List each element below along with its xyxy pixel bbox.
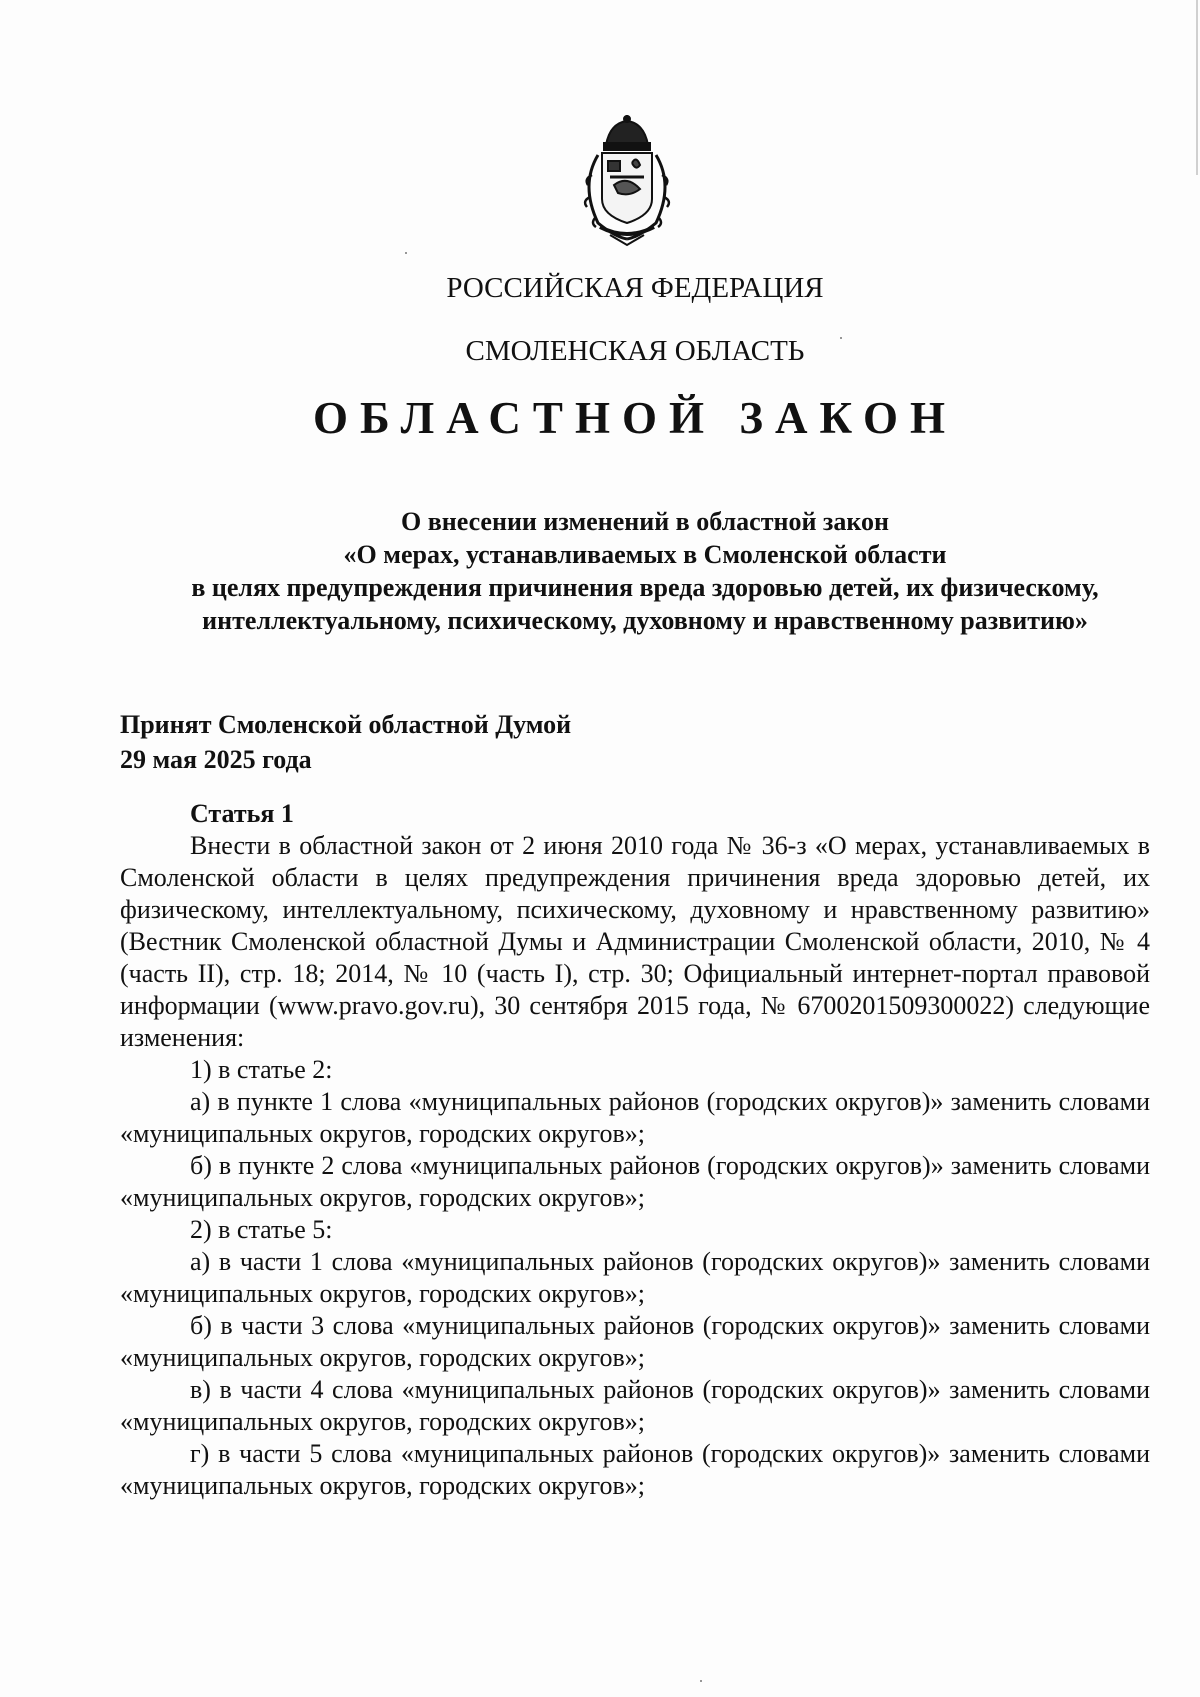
amendment-item: б) в части 3 слова «муниципальных районов (городских округов)» заменить словами «муниципальных округов, городских округов»; (120, 1311, 1150, 1372)
document-title (110, 505, 1180, 637)
adopting-body: Принят Смоленской областной Думой (120, 710, 572, 739)
amendment-item: 2) в статье 5: (190, 1215, 333, 1244)
amendment-item: б) в пункте 2 слова «муниципальных районов (городских округов)» заменить словами «муниципальных округов, городских округов»; (120, 1151, 1150, 1212)
amendment-item: 1) в статье 2: (190, 1055, 333, 1084)
amendment-item: г) в части 5 слова «муниципальных районов (городских округов)» заменить словами «муниципальных округов, городских округов»; (120, 1439, 1150, 1500)
title-line: интеллектуальному, психическому, духовному и нравственному развитию» (202, 606, 1088, 635)
title-line: О внесении изменений в областной закон (400, 507, 890, 536)
scan-speck (700, 1680, 702, 1682)
law-type-heading: ОБЛАСТНОЙ ЗАКОН (313, 393, 957, 443)
adoption-date: 29 мая 2025 года (120, 745, 312, 774)
scan-speck (840, 337, 842, 339)
coat-of-arms-icon (570, 115, 685, 247)
article-intro: Внести в областной закон от 2 июня 2010 года № 36-з «О мерах, устанавливаемых в Смоленской области в целях предупреждения причинения вреда здоровью детей, их физическому, интеллектуальному, психическому, духовному и нравственному развитию» (Вестник Смоленской областной Думы и Администрации Смоленской области, 2010, № 4 (часть II), стр. 18; 2014, № 10 (часть I), стр. 30; Официальный интернет-портал правовой информации (www.pravo.gov.ru), 30 сентября 2015 года, № 6700201509300022) следующие изменения: (120, 831, 1150, 1052)
country-name: РОССИЙСКАЯ ФЕДЕРАЦИЯ (446, 272, 824, 304)
amendment-item: а) в части 1 слова «муниципальных районов (городских округов)» заменить словами «муниципальных округов, городских округов»; (120, 1247, 1150, 1308)
adoption-block (120, 707, 571, 777)
scan-speck (405, 252, 407, 254)
title-line: в целях предупреждения причинения вреда здоровью детей, их физическому, (191, 573, 1099, 602)
article-body (120, 798, 1150, 1502)
scan-edge-line (1196, 0, 1198, 175)
amendment-item: а) в пункте 1 слова «муниципальных районов (городских округов)» заменить словами «муниципальных округов, городских округов»; (120, 1087, 1150, 1148)
amendment-item: в) в части 4 слова «муниципальных районов (городских округов)» заменить словами «муниципальных округов, городских округов»; (120, 1375, 1150, 1436)
region-name: СМОЛЕНСКАЯ ОБЛАСТЬ (465, 335, 805, 367)
title-line: «О мерах, устанавливаемых в Смоленской области (343, 540, 947, 569)
article-heading: Статья 1 (190, 799, 294, 828)
